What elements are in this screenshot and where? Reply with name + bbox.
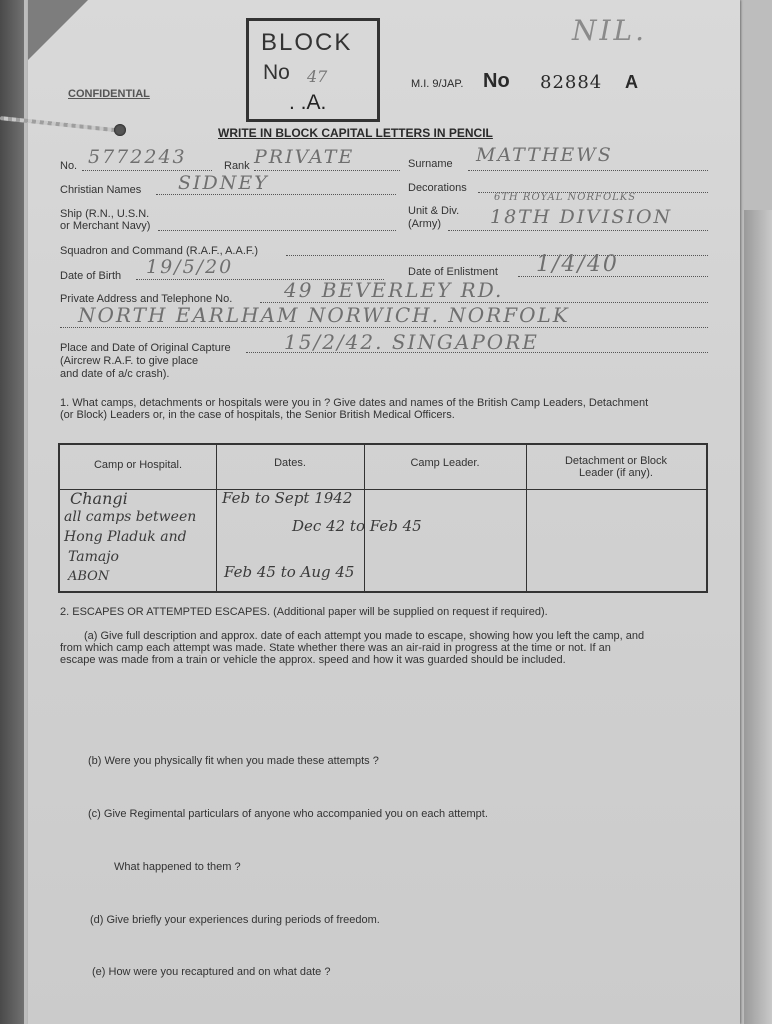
punch-hole xyxy=(114,124,126,136)
form-letter: A xyxy=(625,72,638,92)
table-header-detachment xyxy=(526,445,706,489)
table-header-dates: Dates. xyxy=(274,457,306,469)
back-sheet-edge xyxy=(744,210,772,1024)
q2d-text: (d) Give briefly your experiences during periods of freedom. xyxy=(90,914,380,926)
camp-entry-1: Changi xyxy=(70,489,128,508)
camps-table xyxy=(58,443,708,593)
capture-value: 15/2/42. SINGAPORE xyxy=(284,330,539,354)
unit-label-2: (Army) xyxy=(408,218,441,230)
address-value-1: 49 BEVERLEY RD. xyxy=(284,278,504,302)
block-stamp xyxy=(246,18,380,122)
squadron-label: Squadron and Command (R.A.F., A.A.F.) xyxy=(60,245,259,257)
instruction-heading: WRITE IN BLOCK CAPITAL LETTERS IN PENCIL xyxy=(218,126,493,140)
surname-label: Surname xyxy=(408,158,453,170)
unit-value-1: 6TH ROYAL NORFOLKS xyxy=(494,192,637,203)
christian-names-value: SIDNEY xyxy=(178,172,269,194)
q1-text: 1. What camps, detachments or hospitals were you in ? Give dates and names of the British Camp Leaders, Detachment xyxy=(60,397,649,409)
table-header-camp-leader: Camp Leader. xyxy=(410,457,480,469)
dates-entry-2: Dec 42 to Feb 45 xyxy=(292,517,422,535)
document-page xyxy=(28,0,740,1024)
q2a-text-2: from which camp each attempt was made. State whether there was an air-raid in progress at the time or not. If an xyxy=(60,642,611,654)
no-label: No. xyxy=(60,160,78,172)
rank-label: Rank xyxy=(224,160,250,172)
q2c-followup: What happened to them ? xyxy=(114,861,241,873)
unit-value-2: 18TH DIVISION xyxy=(490,206,673,228)
q2-title: 2. ESCAPES OR ATTEMPTED ESCAPES. (Additional paper will be supplied on request if required). xyxy=(60,606,548,618)
q1-text-2: (or Block) Leaders or, in the case of hospitals, the Senior British Medical Officers. xyxy=(60,409,455,421)
camp-entry-3: Hong Pladuk and xyxy=(64,529,187,545)
surname-value: MATTHEWS xyxy=(476,144,613,166)
q2b-text: (b) Were you physically fit when you made these attempts ? xyxy=(88,755,379,767)
capture-label: Place and Date of Original Capture xyxy=(60,342,231,354)
stamp-no-value: 47 xyxy=(307,67,328,86)
unit-label: Unit & Div. xyxy=(408,205,460,217)
address-label: Private Address and Telephone No. xyxy=(60,293,233,305)
table-header-camp: Camp or Hospital. xyxy=(93,459,183,471)
stamp-block-label: BLOCK xyxy=(261,29,353,56)
dob-value: 19/5/20 xyxy=(146,256,234,278)
enlistment-label: Date of Enlistment xyxy=(408,266,498,278)
table-header-detachment-line2: Leader (if any). xyxy=(579,467,653,479)
stamp-letter: . .A. xyxy=(289,91,327,114)
capture-label-3: and date of a/c crash). xyxy=(60,368,170,380)
form-number-label: No xyxy=(483,70,510,92)
no-value: 5772243 xyxy=(88,146,187,168)
mi-reference: M.I. 9/JAP. xyxy=(411,78,464,90)
decorations-label: Decorations xyxy=(408,182,467,194)
form-number-value: 82884 xyxy=(540,72,603,93)
q2e-text: (e) How were you recaptured and on what date ? xyxy=(92,966,331,978)
q2a-text: (a) Give full description and approx. date of each attempt you made to escape, showing how you left the camp, and xyxy=(84,630,645,642)
ship-label-2: or Merchant Navy) xyxy=(60,220,151,232)
folded-corner xyxy=(28,0,88,60)
christian-names-label: Christian Names xyxy=(60,184,142,196)
camp-entry-2: all camps between xyxy=(64,509,197,525)
top-right-note: NIL. xyxy=(572,14,648,47)
capture-label-2: (Aircrew R.A.F. to give place xyxy=(60,355,199,367)
rank-value: PRIVATE xyxy=(254,146,355,168)
dates-entry-1: Feb to Sept 1942 xyxy=(222,489,353,507)
camp-entry-4: Tamajo xyxy=(68,549,119,565)
q2a-text-3: escape was made from a train or vehicle the approx. speed and how it was guarded should be included. xyxy=(60,654,566,666)
enlistment-value: 1/4/40 xyxy=(536,252,619,277)
stamp-no-label: No xyxy=(263,61,290,84)
dob-label: Date of Birth xyxy=(60,270,122,282)
ship-label: Ship (R.N., U.S.N. xyxy=(60,208,150,220)
q2c-text: (c) Give Regimental particulars of anyone who accompanied you on each attempt. xyxy=(88,808,488,820)
camp-entry-5: ABON xyxy=(68,569,110,584)
table-header-detachment-line1: Detachment or Block xyxy=(564,455,668,467)
address-value-2: NORTH EARLHAM NORWICH. NORFOLK xyxy=(78,303,570,327)
confidential-label: CONFIDENTIAL xyxy=(68,88,150,100)
dates-entry-3: Feb 45 to Aug 45 xyxy=(224,563,355,581)
